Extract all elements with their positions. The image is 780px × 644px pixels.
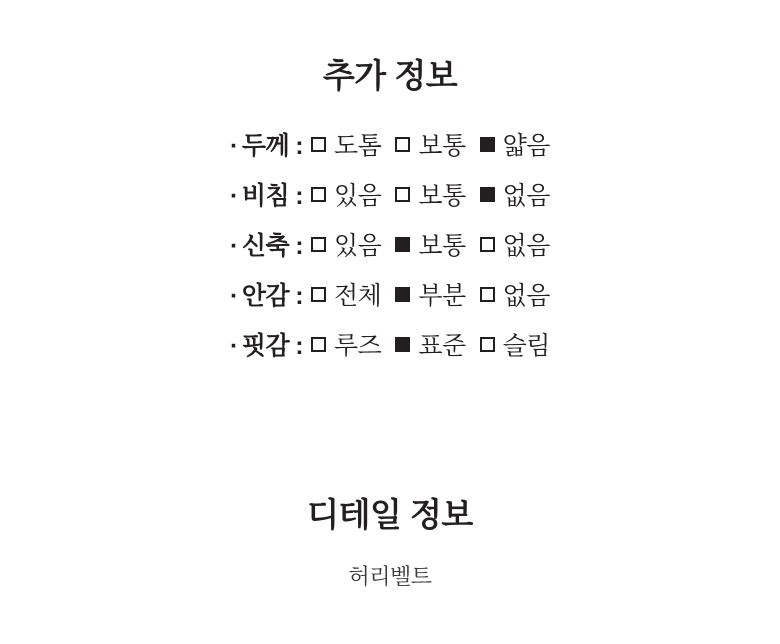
spec-colon: : <box>295 182 304 210</box>
spec-option[interactable] <box>395 126 465 162</box>
spec-option-label: 도톰 <box>334 132 382 160</box>
spec-option-label: 전체 <box>334 282 382 310</box>
spec-option-label: 없음 <box>502 232 550 260</box>
spec-option-label: 있음 <box>334 232 382 260</box>
spec-options <box>311 226 550 262</box>
spec-option-label: 보통 <box>418 182 466 210</box>
spec-option-label: 보통 <box>418 232 466 260</box>
spec-row <box>230 219 550 269</box>
spec-option-label: 루즈 <box>334 332 382 360</box>
additional-info-spec-list <box>230 119 550 369</box>
spec-option[interactable] <box>480 126 550 162</box>
spec-label <box>230 276 311 312</box>
checkbox-icon[interactable] <box>311 137 326 152</box>
spec-row <box>230 269 550 319</box>
bullet-icon: · <box>230 232 238 260</box>
spec-label <box>230 326 311 362</box>
spec-label-text: 안감 <box>241 282 290 310</box>
spec-options <box>311 126 550 162</box>
spec-label <box>230 176 311 212</box>
bullet-icon: · <box>230 182 238 210</box>
checkbox-checked-icon[interactable] <box>395 287 410 302</box>
spec-option[interactable] <box>480 176 550 212</box>
checkbox-icon[interactable] <box>311 237 326 252</box>
detail-info-text: 허리벨트 <box>348 564 432 589</box>
spec-option[interactable] <box>311 276 381 312</box>
checkbox-icon[interactable] <box>480 337 495 352</box>
checkbox-checked-icon[interactable] <box>480 137 495 152</box>
spec-option-label: 없음 <box>502 282 550 310</box>
spec-option-label: 표준 <box>418 332 466 360</box>
checkbox-icon[interactable] <box>311 287 326 302</box>
spec-label-text: 비침 <box>241 182 290 210</box>
spec-row <box>230 319 550 369</box>
spec-options <box>311 326 550 362</box>
spec-option[interactable] <box>395 276 465 312</box>
checkbox-icon[interactable] <box>480 287 495 302</box>
spec-option[interactable] <box>395 176 465 212</box>
spec-options <box>311 276 550 312</box>
spec-colon: : <box>295 332 304 360</box>
spec-label <box>230 126 311 162</box>
spec-option[interactable] <box>480 326 550 362</box>
spec-option[interactable] <box>311 176 381 212</box>
checkbox-icon[interactable] <box>311 187 326 202</box>
spec-option[interactable] <box>395 326 465 362</box>
spec-option-label: 보통 <box>418 132 466 160</box>
spec-option-label: 얇음 <box>502 132 550 160</box>
checkbox-icon[interactable] <box>480 237 495 252</box>
spec-option[interactable] <box>311 226 381 262</box>
checkbox-checked-icon[interactable] <box>395 337 410 352</box>
spec-colon: : <box>295 282 304 310</box>
bullet-icon: · <box>230 132 238 160</box>
spec-label-text: 핏감 <box>241 332 290 360</box>
checkbox-icon[interactable] <box>395 187 410 202</box>
bullet-icon: · <box>230 332 238 360</box>
additional-info-title: 추가 정보 <box>322 57 458 94</box>
spec-option[interactable] <box>311 126 381 162</box>
spec-option-label: 슬림 <box>502 332 550 360</box>
spec-label-text: 신축 <box>241 232 290 260</box>
checkbox-checked-icon[interactable] <box>480 187 495 202</box>
spec-row <box>230 119 550 169</box>
spec-label <box>230 226 311 262</box>
detail-info-title: 디테일 정보 <box>307 496 473 533</box>
spec-option-label: 부분 <box>418 282 466 310</box>
spec-colon: : <box>295 132 304 160</box>
spec-option[interactable] <box>480 276 550 312</box>
checkbox-icon[interactable] <box>311 337 326 352</box>
bullet-icon: · <box>230 282 238 310</box>
checkbox-icon[interactable] <box>395 137 410 152</box>
spec-label-text: 두께 <box>241 132 290 160</box>
spec-colon: : <box>295 232 304 260</box>
spec-option[interactable] <box>311 326 381 362</box>
spec-row <box>230 169 550 219</box>
spec-option[interactable] <box>395 226 465 262</box>
spec-option-label: 있음 <box>334 182 382 210</box>
spec-options <box>311 176 550 212</box>
spec-option-label: 없음 <box>502 182 550 210</box>
spec-option[interactable] <box>480 226 550 262</box>
checkbox-checked-icon[interactable] <box>395 237 410 252</box>
